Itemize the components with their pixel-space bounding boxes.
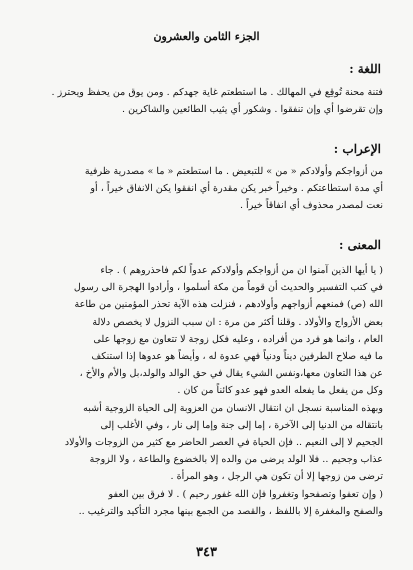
text-line: بعض الأزواج والأولاد . وقلنا أكثر من مرة : ان سبب النزول لا يخصص دلالة [92,316,383,328]
text-line: والصفح والمغفرة إلا باللفظ ، والقصد من الجمع بينها مجرد التأكيد والترغيب .. [78,505,383,517]
section-heading-mana: المعنى : [339,238,381,252]
section-heading-irab: الإعراب : [333,142,381,156]
text-line: وكل من يفعل ما يفعله العدو فهو عدو كائناً من كان . [177,385,383,397]
text-line: ما فيه صلاح الطرفين ديناً ودنياً فهي عدوة له ، وأيضاً هو عدوها إذا استنكف [91,351,383,363]
text-line: وإن تقرضوا أي وإن تنفقوا . وشكور أي يثيب الطائعين والشاكرين . [121,104,383,116]
paragraph-mana [26,262,383,520]
page-number: ٣٤٣ [196,545,217,560]
paragraph-lugha [26,84,383,118]
text-line: أي مدة استطاعتكم . وخيراً خبر يكن مقدرة أي انفقوا يكن الانفاق خيراً ، أو [90,183,383,195]
text-line: ( يا أيها الذين آمنوا ان من أزواجكم وأولادكم عدواً لكم فاحذروهم ) . جاء [100,265,383,276]
text-line: ( وإن تعفوا وتصفحوا وتغفروا فإن الله غفور رحيم ) . لا فرق بين العفو [108,488,383,500]
text-line: عن هذا التعاون معها،ونفس الشيء يقال في حق الوالد والولد،بل والأم والأخ ، [79,368,383,380]
paragraph-irab [26,163,383,215]
section-heading-lugha: اللغة : [349,62,381,76]
text-line: نعت لمصدر محذوف أي انفاقاً خيراً . [239,200,383,212]
text-line: العام ، وانما هو فرد من أفراده ، وعليه فكل زوجة لا تتعاون مع زوجها على [93,333,383,345]
text-line: عذاب وجحيم .. فلا الولد يرضى من والده إلا بالخضوع والطاعة ، ولا الزوجة [89,454,383,466]
text-line: وبهذه المناسبة نسجل ان انتقال الانسان من العزوبة إلى الحياة الزوجية أشبه [83,402,383,414]
text-line: الله (ص) فمنعهم أزواجهم وأولادهم ، فنزلت هذه الآية تحذر المؤمنين من طاعة [74,299,383,311]
text-line: ترضى من زوجها إلا أن تكون هي الرجل ، وهو المرأة . [170,471,383,483]
text-line: فتنة محنة تُوقِع في المهالك . ما استطعتم غاية جهدكم . ومن يوق من يحفظ ويحترز . [51,87,383,98]
text-line: بانتقاله من الدنيا إلى الآخرة ، إما إلى جنة وإما إلى نار ، وفي الأغلب إلى [100,419,383,431]
page-header: الجزء الثامن والعشرون [153,30,260,43]
text-line: من أزواجكم وأولادكم « من » للتبعيض . ما استطعتم « ما » مصدرية ظرفية [84,166,383,177]
text-line: الجحيم لا إلى النعيم .. فإن الحياة في العصر الحاضر مع كثير من الزوجات والأولاد [64,437,383,449]
text-line: في كتب التفسير والحديث أن قوماً من مكة أسلموا ، وأرادوا الهجرة الى رسول [73,282,383,294]
